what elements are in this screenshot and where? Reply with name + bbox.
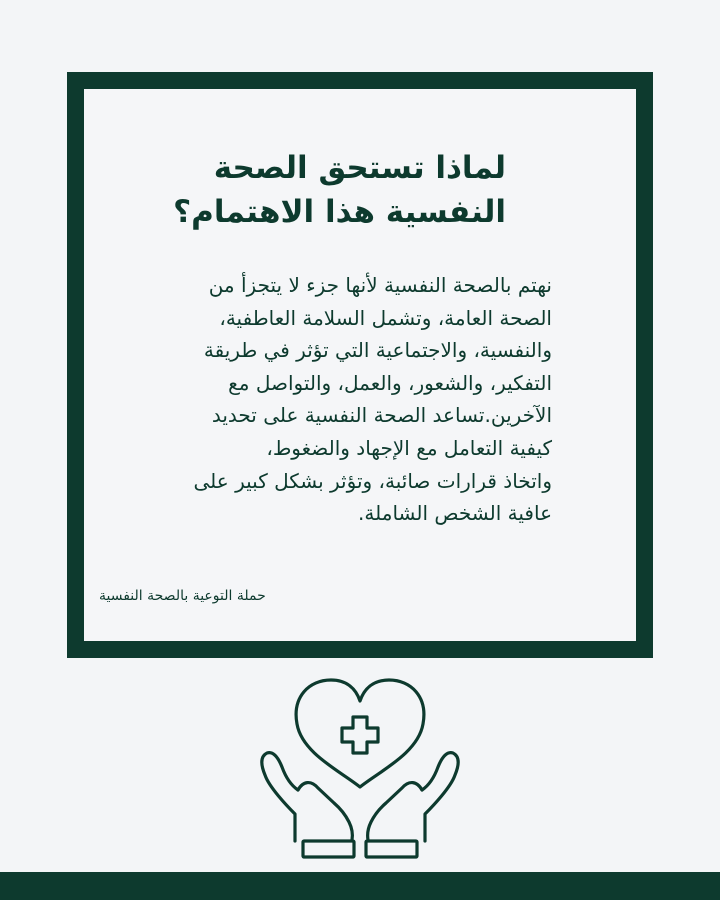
card-title-line-2: النفسية هذا الاهتمام؟	[173, 194, 506, 230]
card-body-paragraph	[162, 269, 552, 530]
body-line-1: نهتم بالصحة النفسية لأنها جزء لا يتجزأ من	[208, 273, 552, 297]
body-line-2: الصحة العامة، وتشمل السلامة العاطفية،	[219, 305, 552, 330]
heart-hands-medical-cross-icon	[258, 670, 462, 865]
campaign-name: حملة التوعية بالصحة النفسية	[99, 588, 266, 604]
body-line-7: واتخاذ قرارات صائبة، وتؤثر بشكل كبير على	[193, 468, 552, 493]
card-title	[166, 146, 506, 234]
body-line-8: عافية الشخص الشاملة.	[358, 501, 552, 526]
body-line-6: كيفية التعامل مع الإجهاد والضغوط،	[266, 435, 552, 460]
card-title-line-1: لماذا تستحق الصحة	[213, 150, 506, 186]
body-line-5: الآخرين.تساعد الصحة النفسية على تحديد	[211, 403, 552, 428]
body-line-4: التفكير، والشعور، والعمل، والتواصل مع	[228, 370, 552, 395]
bottom-bar	[0, 872, 720, 900]
content-card-frame	[67, 72, 653, 658]
body-line-3: والنفسية، والاجتماعية التي تؤثر في طريقة	[203, 338, 552, 363]
